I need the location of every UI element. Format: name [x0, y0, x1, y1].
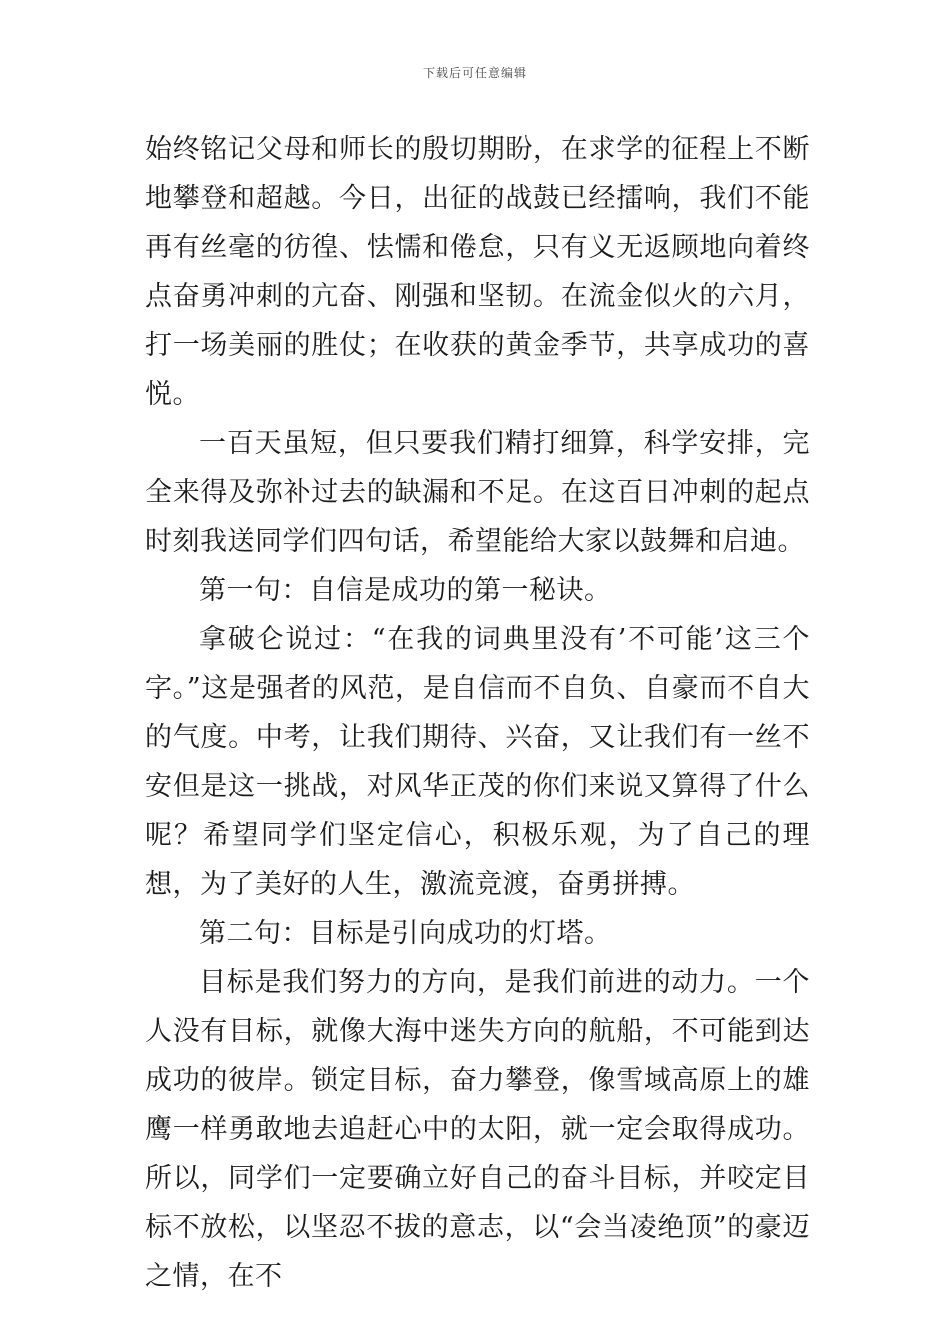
- document-body: [145, 125, 810, 1301]
- paragraph-5-heading: 第二句：目标是引向成功的灯塔。: [199, 918, 612, 949]
- page-header: 下载后可任意编辑: [422, 66, 527, 80]
- paragraph-2: 一百天虽短，但只要我们精打细算，科学安排，完全来得及弥补过去的缺漏和不足。在这百日冲刺的起点时刻我送同学们四句话，希望能给大家以鼓舞和启迪。: [145, 428, 810, 557]
- paragraph-6: 目标是我们努力的方向，是我们前进的动力。一个人没有目标，就像大海中迷失方向的航船，不可能到达成功的彼岸。锁定目标，奋力攀登，像雪域高原上的雄鹰一样勇敢地去追赶心中的太阳，就一定会取得成功。所以，同学们一定要确立好自己的奋斗目标，并咬定目标不放松，以坚忍不拔的意志，以“会当凌绝顶”的豪迈之情，在不: [145, 967, 810, 1292]
- paragraph-4: 拿破仑说过：“在我的词典里没有’不可能’这三个字。”这是强者的风范，是自信而不自负、自豪而不自大的气度。中考，让我们期待、兴奋，又让我们有一丝不安但是这一挑战，对风华正茂的你们来说又算得了什么呢？希望同学们坚定信心，积极乐观，为了自己的理想，为了美好的人生，激流竞渡，奋勇拼搏。: [145, 624, 810, 900]
- paragraph-3-heading: 第一句：自信是成功的第一秘诀。: [199, 575, 612, 606]
- paragraph-1: 始终铭记父母和师长的殷切期盼，在求学的征程上不断地攀登和超越。今日，出征的战鼓已经擂响，我们不能再有丝毫的彷徨、怯懦和倦怠，只有义无返顾地向着终点奋勇冲刺的亢奋、刚强和坚韧。在流金似火的六月，打一场美丽的胜仗；在收获的黄金季节，共享成功的喜悦。: [145, 134, 810, 410]
